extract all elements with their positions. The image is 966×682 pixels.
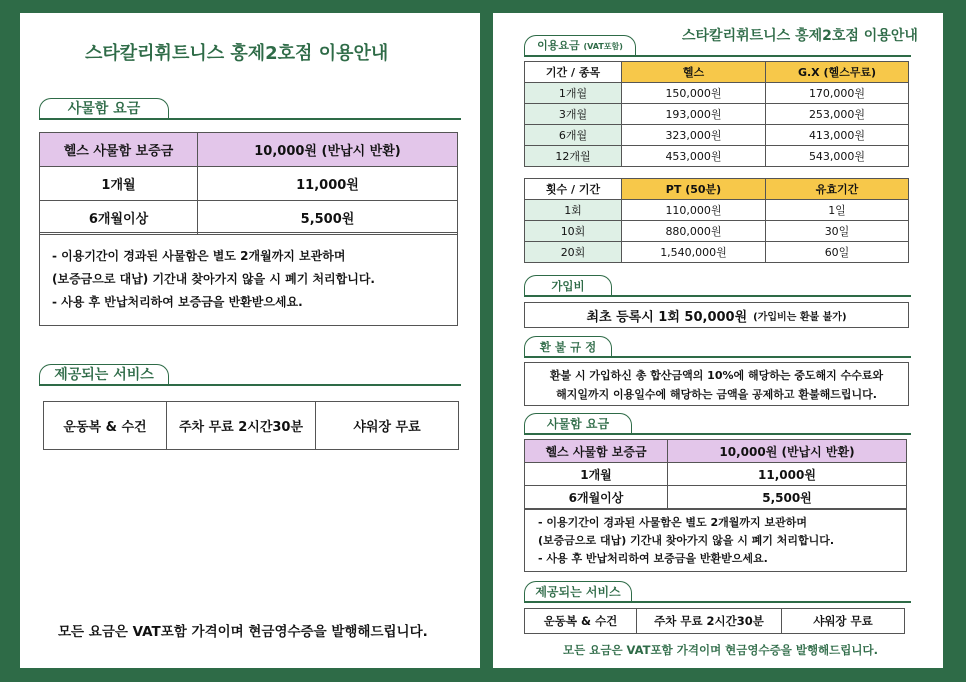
join-fee-box <box>524 302 909 328</box>
note-line: - 이용기간이 경과된 사물함은 별도 2개월까지 보관하며 <box>52 249 346 263</box>
pt-price-table <box>524 178 909 263</box>
table-header-cell: 횟수 / 기간 <box>525 179 622 200</box>
table-row <box>525 83 909 104</box>
price-section-header <box>524 35 911 57</box>
join-section-label: 가입비 <box>524 275 612 296</box>
left-locker-table <box>39 132 458 235</box>
right-title: 스타칼리휘트니스 홍제2호점 이용안내 <box>682 28 918 44</box>
table-cell: 헬스 사물함 보증금 <box>40 133 198 167</box>
table-cell: 1개월 <box>525 83 622 104</box>
table-cell: 253,000원 <box>766 104 909 125</box>
table-cell: 1회 <box>525 200 622 221</box>
right-locker-section-header <box>524 413 911 435</box>
right-locker-notes <box>524 509 907 572</box>
table-header-cell: 유효기간 <box>766 179 909 200</box>
right-locker-section-label: 사물함 요금 <box>524 413 632 434</box>
right-service-section-header <box>524 581 911 603</box>
table-cell: 30일 <box>766 221 909 242</box>
refund-line: 환불 시 가입하신 총 합산금액의 10%에 해당하는 중도해지 수수료와 <box>549 369 884 382</box>
table-cell: 6개월 <box>525 125 622 146</box>
table-cell: 6개월이상 <box>40 201 198 235</box>
refund-section-header <box>524 336 911 358</box>
table-row <box>525 146 909 167</box>
table-cell: 헬스 사물함 보증금 <box>525 440 668 463</box>
table-cell: 150,000원 <box>622 83 766 104</box>
table-cell: 1일 <box>766 200 909 221</box>
table-cell: 543,000원 <box>766 146 909 167</box>
table-cell: 1,540,000원 <box>622 242 766 263</box>
table-row <box>525 221 909 242</box>
table-cell: 10,000원 (반납시 반환) <box>668 440 907 463</box>
table-cell: 453,000원 <box>622 146 766 167</box>
service-cell: 운동복 & 수건 <box>525 609 637 634</box>
left-service-section-header <box>39 364 461 386</box>
table-row <box>525 62 909 83</box>
table-cell: 6개월이상 <box>525 486 668 509</box>
service-cell: 운동복 & 수건 <box>44 402 167 450</box>
table-cell: 20회 <box>525 242 622 263</box>
table-row <box>44 402 459 450</box>
service-cell: 주차 무료 2시간30분 <box>637 609 782 634</box>
note-line: - 이용기간이 경과된 사물함은 별도 2개월까지 보관하며 <box>538 516 807 529</box>
left-service-section-label: 제공되는 서비스 <box>39 364 169 385</box>
table-row <box>525 104 909 125</box>
left-title: 스타칼리휘트니스 홍제2호점 이용안내 <box>85 43 389 64</box>
table-cell: 5,500원 <box>668 486 907 509</box>
note-line: - 사용 후 반납처리하여 보증금을 반환받으세요. <box>52 295 303 309</box>
table-cell: 5,500원 <box>198 201 458 235</box>
left-page <box>20 13 480 668</box>
table-cell: 170,000원 <box>766 83 909 104</box>
table-cell: 11,000원 <box>198 167 458 201</box>
join-section-header <box>524 275 911 297</box>
refund-policy-box <box>524 362 909 406</box>
table-cell: 60일 <box>766 242 909 263</box>
table-row <box>525 179 909 200</box>
left-footer: 모든 요금은 VAT포함 가격이며 현금영수증을 발행해드립니다. <box>58 624 428 640</box>
table-header-cell: G.X (헬스무료) <box>766 62 909 83</box>
table-cell: 11,000원 <box>668 463 907 486</box>
table-cell: 1개월 <box>525 463 668 486</box>
left-locker-section-label: 사물함 요금 <box>39 98 169 119</box>
right-locker-table <box>524 439 907 509</box>
membership-price-table <box>524 61 909 167</box>
table-cell: 1개월 <box>40 167 198 201</box>
table-cell: 10회 <box>525 221 622 242</box>
note-line: (보증금으로 대납) 기간내 찾아가지 않을 시 폐기 처리합니다. <box>52 272 375 286</box>
left-locker-section-header <box>39 98 461 120</box>
table-cell: 110,000원 <box>622 200 766 221</box>
note-line: - 사용 후 반납처리하여 보증금을 반환받으세요. <box>538 552 768 565</box>
join-fee-main: 최초 등록시 1회 50,000원 <box>586 309 748 325</box>
table-cell: 413,000원 <box>766 125 909 146</box>
right-footer: 모든 요금은 VAT포함 가격이며 현금영수증을 발행해드립니다. <box>563 643 878 657</box>
table-row <box>525 242 909 263</box>
price-section-label <box>524 35 636 56</box>
table-cell: 3개월 <box>525 104 622 125</box>
right-page <box>493 13 943 668</box>
right-service-table <box>524 608 905 634</box>
table-cell: 880,000원 <box>622 221 766 242</box>
refund-line: 해지일까지 이용일수에 해당하는 금액을 공제하고 환불해드립니다. <box>556 388 877 401</box>
service-cell: 샤워장 무료 <box>316 402 459 450</box>
table-row <box>525 440 907 463</box>
price-section-sub: (VAT포함) <box>583 42 623 51</box>
table-header-cell: 기간 / 종목 <box>525 62 622 83</box>
refund-section-label: 환 불 규 정 <box>524 336 612 357</box>
table-header-cell: PT (50분) <box>622 179 766 200</box>
table-cell: 323,000원 <box>622 125 766 146</box>
table-row <box>525 125 909 146</box>
table-cell: 10,000원 (반납시 반환) <box>198 133 458 167</box>
table-row <box>40 201 458 235</box>
service-cell: 주차 무료 2시간30분 <box>167 402 316 450</box>
table-header-cell: 헬스 <box>622 62 766 83</box>
left-locker-notes <box>39 232 458 326</box>
table-cell: 12개월 <box>525 146 622 167</box>
join-fee-note: (가입비는 환불 불가) <box>753 311 847 323</box>
table-row <box>525 200 909 221</box>
left-service-table <box>43 401 459 450</box>
table-row <box>525 463 907 486</box>
price-section-title: 이용요금 <box>537 39 580 52</box>
note-line: (보증금으로 대납) 기간내 찾아가지 않을 시 폐기 처리합니다. <box>538 534 835 547</box>
table-row <box>525 486 907 509</box>
table-row <box>40 167 458 201</box>
table-cell: 193,000원 <box>622 104 766 125</box>
table-row <box>525 609 905 634</box>
service-cell: 샤워장 무료 <box>782 609 905 634</box>
right-service-section-label: 제공되는 서비스 <box>524 581 632 602</box>
table-row <box>40 133 458 167</box>
